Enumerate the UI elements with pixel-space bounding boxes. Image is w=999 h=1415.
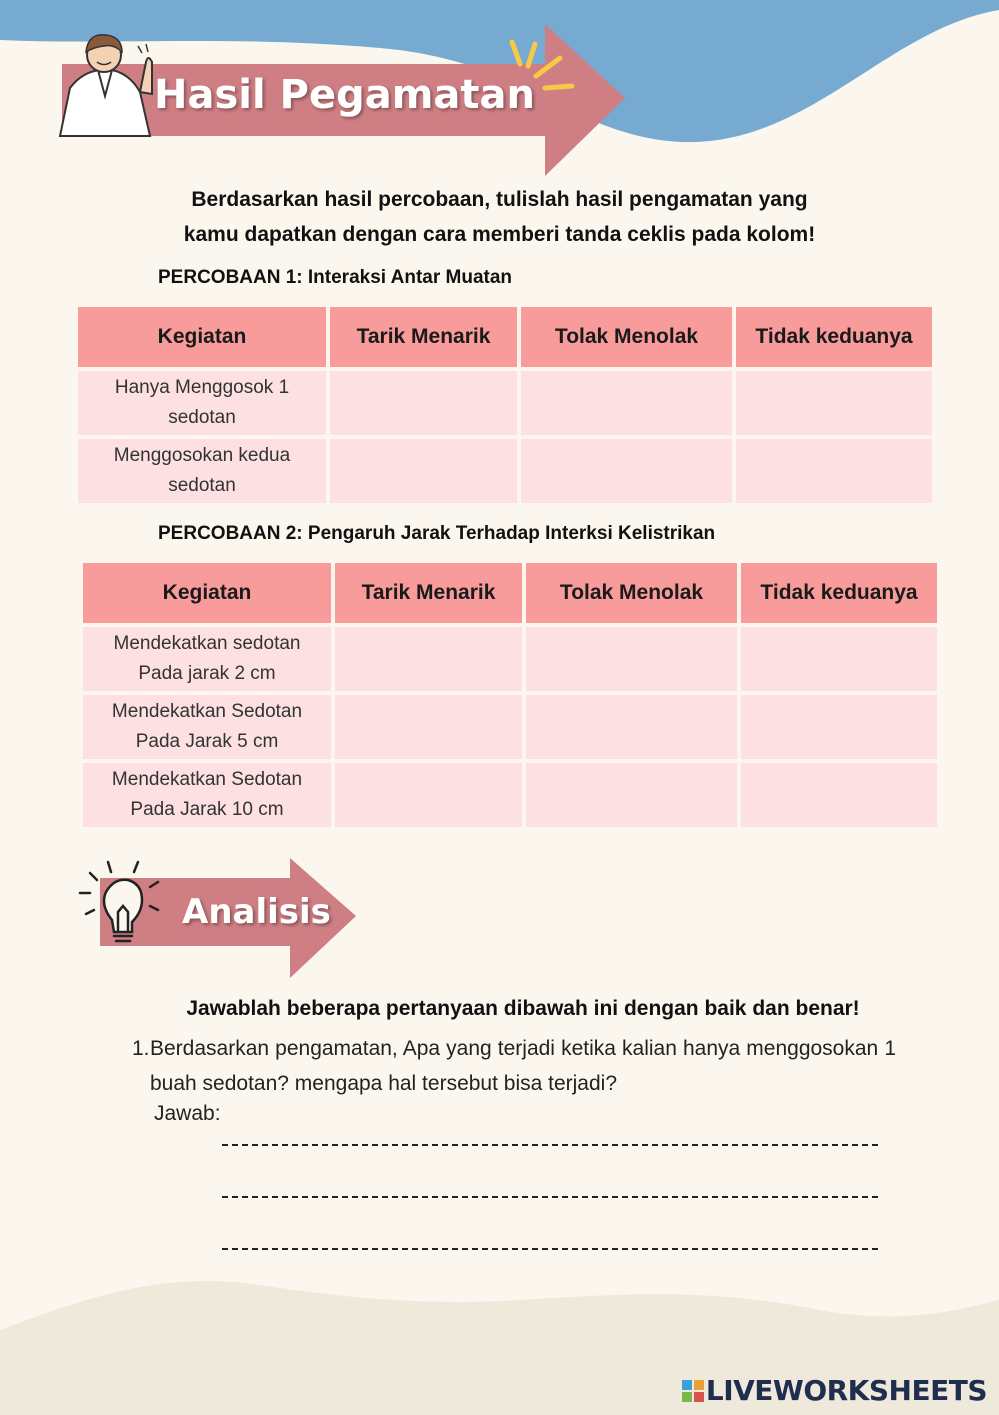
analysis-title: Analisis [182,892,331,932]
experiment-2-table [79,559,941,831]
table-row [78,439,932,503]
checkbox-cell-tarik-menarik[interactable] [335,763,522,827]
page-title: Hasil Pegamatan [154,72,535,118]
column-header-kegiatan: Kegiatan [78,307,326,367]
logo-text: LIVEWORKSHEETS [705,1374,987,1407]
checkbox-cell-tolak-menolak[interactable] [526,695,737,759]
table-header-row [83,563,937,623]
column-header-tolak-menolak: Tolak Menolak [526,563,737,623]
activity-line-1: Mendekatkan Sedotan [111,701,303,722]
logo-mark-icon [682,1380,704,1402]
checkbox-cell-tidak-keduanya[interactable] [741,627,937,691]
instruction-line-2: kamu dapatkan dengan cara memberi tanda ceklis pada kolom! [183,223,816,246]
activity-cell [83,695,331,759]
activity-line-1: Mendekatkan sedotan [113,633,301,654]
column-header-tarik-menarik: Tarik Menarik [330,307,517,367]
table-row [83,695,937,759]
checkbox-cell-tarik-menarik[interactable] [330,371,517,435]
activity-line-2: Pada Jarak 10 cm [130,799,284,820]
checkbox-cell-tolak-menolak[interactable] [526,763,737,827]
activity-cell [83,763,331,827]
column-header-tolak-menolak: Tolak Menolak [521,307,732,367]
question-number: 1. [132,1037,150,1060]
activity-cell [78,371,326,435]
activity-cell [83,627,331,691]
activity-line-1: Menggosokan kedua [113,445,291,466]
column-header-tarik-menarik: Tarik Menarik [335,563,522,623]
answer-line-2[interactable] [222,1164,878,1198]
question-heading: Jawablah beberapa pertanyaan dibawah ini dengan baik dan benar! [186,997,860,1020]
activity-line-2: Pada jarak 2 cm [138,663,276,684]
column-header-tidak-keduanya: Tidak keduanya [741,563,937,623]
checkbox-cell-tolak-menolak[interactable] [526,627,737,691]
checkbox-cell-tolak-menolak[interactable] [521,371,732,435]
experiment-1-title: PERCOBAAN 1: Interaksi Antar Muatan [158,267,513,288]
liveworksheets-logo [682,1374,987,1407]
question-text: Berdasarkan pengamatan, Apa yang terjadi ketika kalian hanya menggosokan 1 buah sedotan? mengapa hal tersebut bisa terjadi? [150,1037,896,1095]
instruction-line-1: Berdasarkan hasil percobaan, tulislah hasil pengamatan yang [191,188,808,211]
table-header-row [78,307,932,367]
column-header-kegiatan: Kegiatan [83,563,331,623]
answer-label: Jawab: [154,1102,221,1125]
checkbox-cell-tolak-menolak[interactable] [521,439,732,503]
activity-line-1: Hanya Menggosok 1 [114,377,290,398]
checkbox-cell-tidak-keduanya[interactable] [736,371,932,435]
answer-line-3[interactable] [222,1216,878,1250]
checkbox-cell-tidak-keduanya[interactable] [741,695,937,759]
checkbox-cell-tarik-menarik[interactable] [335,695,522,759]
checkbox-cell-tidak-keduanya[interactable] [741,763,937,827]
table-row [83,627,937,691]
activity-line-2: sedotan [168,407,236,428]
checkbox-cell-tidak-keduanya[interactable] [736,439,932,503]
checkbox-cell-tarik-menarik[interactable] [335,627,522,691]
question-item [132,1031,896,1101]
experiment-2-title: PERCOBAAN 2: Pengaruh Jarak Terhadap Interksi Kelistrikan [158,523,716,544]
activity-cell [78,439,326,503]
table-row [78,371,932,435]
answer-line-1[interactable] [222,1112,878,1146]
column-header-tidak-keduanya: Tidak keduanya [736,307,932,367]
activity-line-1: Mendekatkan Sedotan [111,769,303,790]
checkbox-cell-tarik-menarik[interactable] [330,439,517,503]
experiment-1-table [74,303,936,507]
activity-line-2: Pada Jarak 5 cm [135,731,279,752]
table-row [83,763,937,827]
activity-line-2: sedotan [168,475,236,496]
